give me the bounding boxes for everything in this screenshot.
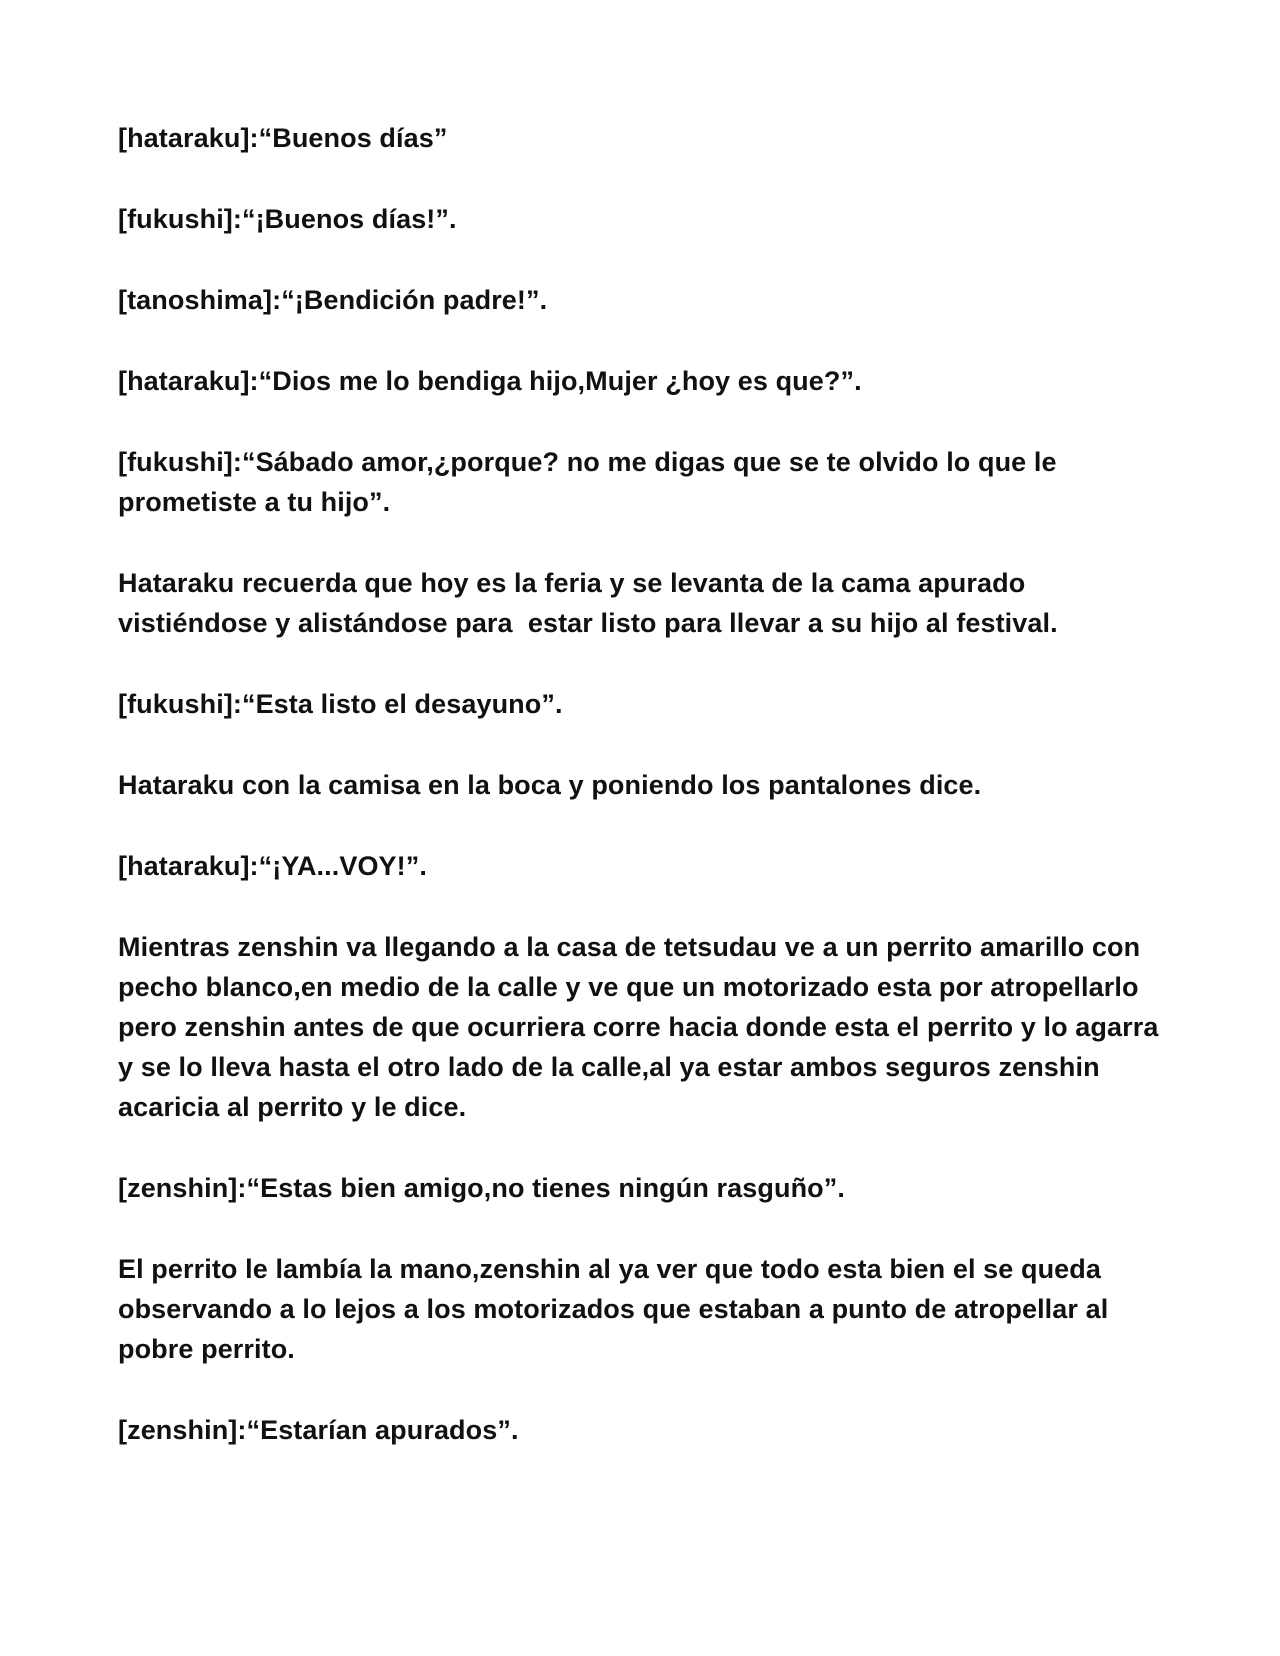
narration-paragraph: El perrito le lambía la mano,zenshin al ya ver que todo esta bien el se queda observando a lo lejos a los motorizados que estaban a punto de atropellar al pobre perrito. [118,1254,1116,1364]
dialogue-line: [fukushi]:“Sábado amor,¿porque? no me digas que se te olvido lo que le prometiste a tu hijo”. [118,447,1065,517]
document-body [118,118,1168,1491]
dialogue-line: [hataraku]:“Buenos días” [118,123,448,153]
dialogue-line: [hataraku]:“Dios me lo bendiga hijo,Mujer ¿hoy es que?”. [118,366,862,396]
narration-paragraph: Hataraku recuerda que hoy es la feria y se levanta de la cama apurado vistiéndose y alistándose para estar listo para llevar a su hijo al festival. [118,568,1058,638]
narration-paragraph: Hataraku con la camisa en la boca y poniendo los pantalones dice. [118,770,982,800]
dialogue-line: [fukushi]:“¡Buenos días!”. [118,204,457,234]
dialogue-line: [zenshin]:“Estas bien amigo,no tienes ningún rasguño”. [118,1173,845,1203]
dialogue-line: [zenshin]:“Estarían apurados”. [118,1415,519,1445]
dialogue-line: [tanoshima]:“¡Bendición padre!”. [118,285,548,315]
narration-paragraph: Mientras zenshin va llegando a la casa de tetsudau ve a un perrito amarillo con pecho blanco,en medio de la calle y ve que un motorizado esta por atropellarlo pero zenshin antes de que ocurriera corre hacia donde esta el perrito y lo agarra y se lo lleva hasta el otro lado de la calle,al ya estar ambos seguros zenshin acaricia al perrito y le dice. [118,932,1167,1122]
dialogue-line: [hataraku]:“¡YA...VOY!”. [118,851,427,881]
dialogue-line: [fukushi]:“Esta listo el desayuno”. [118,689,563,719]
